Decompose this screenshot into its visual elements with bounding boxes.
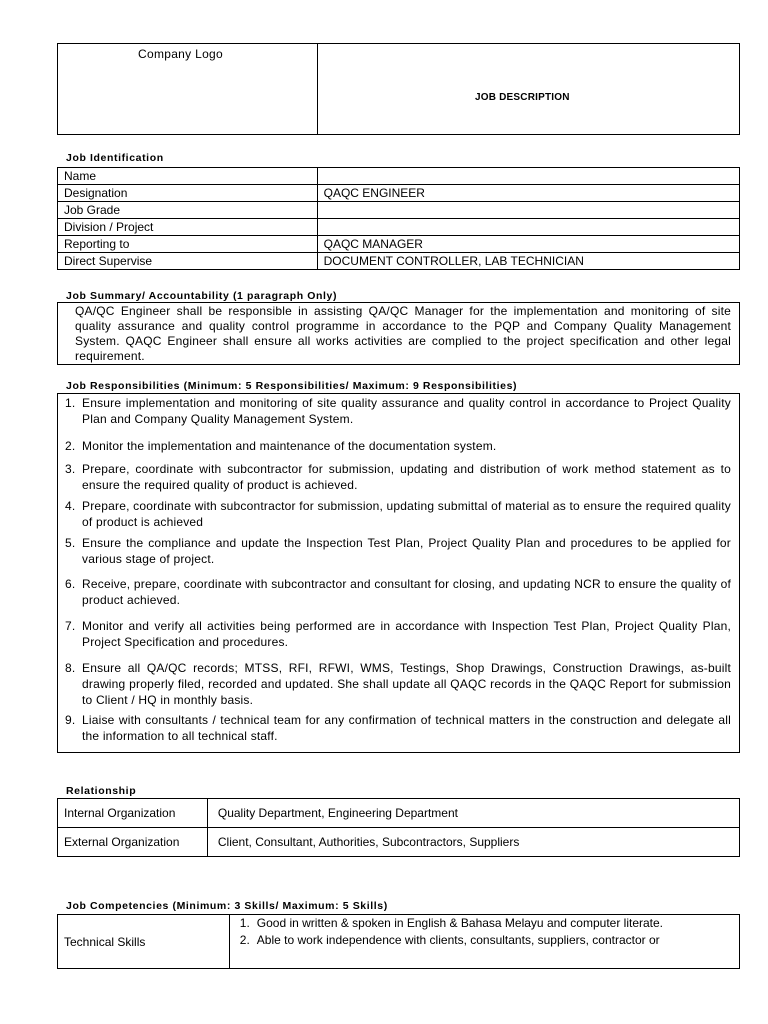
job-identification-label: Division / Project	[58, 219, 318, 236]
responsibility-text: Monitor the implementation and maintenance of the documentation system.	[82, 439, 497, 453]
relationship-value: Quality Department, Engineering Department	[207, 799, 739, 828]
competency-text: Able to work independence with clients, consultants, suppliers, contractor or	[256, 933, 660, 947]
responsibility-text: Receive, prepare, coordinate with subcontractor and consultant for closing, and updating NCR to ensure the quality of product achieved.	[82, 577, 731, 607]
responsibility-item	[65, 576, 731, 608]
responsibility-number: 1.	[65, 396, 76, 410]
responsibility-item	[65, 461, 731, 493]
responsibility-text: Ensure all QA/QC records; MTSS, RFI, RFWI, WMS, Testings, Shop Drawings, Construction Drawings, as-built drawing properly filed, recorded and updated. She shall update all QAQC records in the QAQC Report for submission to Client / HQ in monthly basis.	[82, 661, 731, 707]
responsibility-text: Monitor and verify all activities being performed are in accordance with Inspection Test Plan, Project Quality Plan, Project Specification and procedures.	[82, 619, 731, 649]
responsibility-number: 9.	[65, 713, 76, 727]
job-identification-table	[57, 167, 740, 270]
job-identification-label: Name	[58, 168, 318, 185]
responsibility-text: Ensure the compliance and update the Inspection Test Plan, Project Quality Plan and procedures to be applied for various stage of project.	[82, 536, 731, 566]
job-identification-label: Reporting to	[58, 236, 318, 253]
relationship-heading: Relationship	[66, 785, 137, 797]
job-identification-value	[317, 168, 739, 185]
technical-skills-list	[229, 915, 739, 969]
responsibility-text: Liaise with consultants / technical team for any confirmation of technical matters in the construction and delegate all the information to all technical staff.	[82, 713, 731, 743]
responsibility-item	[65, 498, 731, 530]
responsibility-item	[65, 660, 731, 708]
job-identification-row	[58, 168, 740, 185]
relationship-value: Client, Consultant, Authorities, Subcontractors, Suppliers	[207, 828, 739, 857]
responsibility-number: 3.	[65, 462, 76, 476]
relationship-label: Internal Organization	[58, 799, 208, 828]
job-identification-value: QAQC ENGINEER	[317, 185, 739, 202]
responsibility-item	[65, 438, 731, 454]
job-identification-row	[58, 253, 740, 270]
relationship-table	[57, 798, 740, 857]
job-summary-text: QA/QC Engineer shall be responsible in assisting QA/QC Manager for the implementation and monitoring of site quality assurance and quality control programme in accordance to the PQP and Company Quality Management System. QAQC Engineer shall ensure all works activities are complied to the project specification and other legal requirement.	[75, 304, 731, 363]
responsibility-item	[65, 712, 731, 744]
job-identification-value: QAQC MANAGER	[317, 236, 739, 253]
responsibility-number: 5.	[65, 536, 76, 550]
job-identification-label: Job Grade	[58, 202, 318, 219]
responsibility-text: Ensure implementation and monitoring of site quality assurance and quality control in accordance to Project Quality Plan and Company Quality Management System.	[82, 396, 731, 426]
job-identification-label: Direct Supervise	[58, 253, 318, 270]
responsibility-item	[65, 618, 731, 650]
responsibility-number: 8.	[65, 661, 76, 675]
job-competencies-table	[57, 914, 740, 969]
relationship-label: External Organization	[58, 828, 208, 857]
job-summary-box	[57, 302, 740, 365]
responsibility-text: Prepare, coordinate with subcontractor for submission, updating and distribution of work method statement as to ensure the required quality of product is achieved.	[82, 462, 731, 492]
job-responsibilities-heading: Job Responsibilities (Minimum: 5 Responsibilities/ Maximum: 9 Responsibilities)	[66, 380, 518, 392]
company-logo-placeholder	[58, 44, 318, 134]
competency-item	[240, 915, 733, 932]
responsibility-number: 2.	[65, 439, 76, 453]
relationship-row	[58, 828, 740, 857]
job-identification-value	[317, 219, 739, 236]
job-competencies-heading: Job Competencies (Minimum: 3 Skills/ Maximum: 5 Skills)	[66, 900, 388, 912]
responsibility-item	[65, 535, 731, 567]
responsibility-number: 4.	[65, 499, 76, 513]
relationship-row	[58, 799, 740, 828]
job-summary-heading: Job Summary/ Accountability (1 paragraph Only)	[66, 290, 338, 302]
responsibility-text: Prepare, coordinate with subcontractor for submission, updating submittal of material as to ensure the required quality of product is achieved	[82, 499, 731, 529]
job-identification-row	[58, 236, 740, 253]
job-identification-row	[58, 202, 740, 219]
job-identification-row	[58, 185, 740, 202]
responsibility-item	[65, 395, 731, 427]
logo-label: Company Logo	[138, 47, 223, 61]
document-title: JOB DESCRIPTION	[475, 92, 570, 103]
technical-skills-label: Technical Skills	[58, 915, 230, 969]
competency-number: 1.	[239, 916, 250, 930]
competency-text: Good in written & spoken in English & Bahasa Melayu and computer literate.	[256, 916, 664, 930]
competency-item	[240, 932, 733, 949]
responsibility-number: 6.	[65, 577, 76, 591]
header-box	[57, 43, 740, 135]
competency-number: 2.	[239, 933, 250, 947]
job-identification-value	[317, 202, 739, 219]
job-identification-row	[58, 219, 740, 236]
job-identification-value: DOCUMENT CONTROLLER, LAB TECHNICIAN	[317, 253, 739, 270]
responsibility-number: 7.	[65, 619, 76, 633]
job-identification-label: Designation	[58, 185, 318, 202]
job-responsibilities-box	[57, 393, 740, 753]
job-identification-heading: Job Identification	[66, 152, 164, 164]
